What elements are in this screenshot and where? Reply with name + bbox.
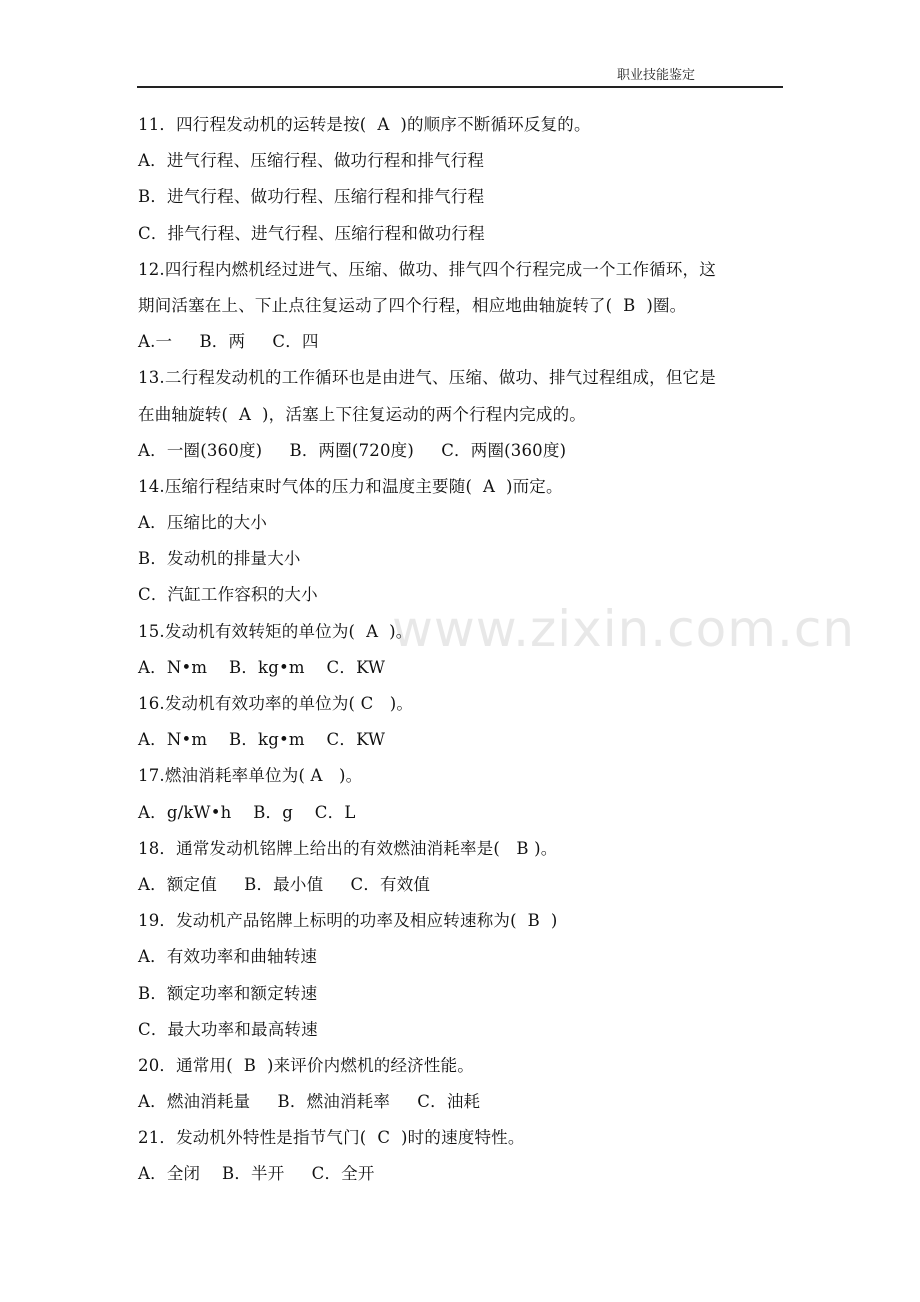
question-14-option-b: B．发动机的排量大小 bbox=[138, 549, 301, 569]
question-19-option-c: C．最大功率和最高转速 bbox=[138, 1019, 318, 1039]
question-17-options: A．g/kW•h B．g C．L bbox=[138, 802, 356, 822]
question-16: 16.发动机有效功率的单位为( C )。 bbox=[138, 694, 414, 713]
page-header bbox=[137, 62, 783, 88]
question-20-options: A．燃油消耗量 B．燃油消耗率 C．油耗 bbox=[138, 1092, 481, 1112]
question-18: 18．通常发动机铭牌上给出的有效燃油消耗率是( B )。 bbox=[138, 838, 558, 858]
question-16-options: A．N•m B．kg•m C．KW bbox=[138, 730, 386, 750]
question-14-option-c: C．汽缸工作容积的大小 bbox=[138, 585, 318, 605]
question-15: 15.发动机有效转矩的单位为( A )。 bbox=[138, 621, 413, 641]
question-14-option-a: A．压缩比的大小 bbox=[138, 513, 268, 533]
question-19-option-b: B．额定功率和额定转速 bbox=[138, 983, 318, 1003]
watermark: www.zixin.com.cn bbox=[392, 600, 856, 658]
question-13-options: A．一圈(360度) B．两圈(720度) C．两圈(360度) bbox=[138, 440, 567, 460]
question-list bbox=[138, 107, 786, 1193]
question-17: 17.燃油消耗率单位为( A )。 bbox=[138, 766, 363, 786]
question-11-option-c: C．排气行程、进气行程、压缩行程和做功行程 bbox=[138, 223, 485, 243]
question-12: 12.四行程内燃机经过进气、压缩、做功、排气四个行程完成一个工作循环，这 bbox=[138, 259, 716, 279]
question-13: 13.二行程发动机的工作循环也是由进气、压缩、做功、排气过程组成，但它是 bbox=[138, 368, 716, 388]
question-21: 21．发动机外特性是指节气门( C )时的速度特性。 bbox=[138, 1128, 525, 1148]
question-11-option-a: A．进气行程、压缩行程、做功行程和排气行程 bbox=[138, 151, 485, 171]
question-11-option-b: B．进气行程、做功行程、压缩行程和排气行程 bbox=[138, 187, 485, 207]
question-13-continued: 在曲轴旋转( A )，活塞上下往复运动的两个行程内完成的。 bbox=[138, 404, 586, 424]
question-12-continued: 期间活塞在上、下止点往复运动了四个行程，相应地曲轴旋转了( B )圈。 bbox=[138, 295, 687, 315]
question-14: 14.压缩行程结束时气体的压力和温度主要随( A )而定。 bbox=[138, 476, 563, 496]
question-15-options: A．N•m B．kg•m C．KW bbox=[138, 657, 386, 677]
header-title: 职业技能鉴定 bbox=[616, 68, 695, 83]
question-19: 19．发动机产品铭牌上标明的功率及相应转速称为( B ) bbox=[138, 911, 558, 931]
question-20: 20．通常用( B )来评价内燃机的经济性能。 bbox=[138, 1055, 474, 1075]
question-12-options: A.一 B．两 C．四 bbox=[138, 332, 319, 352]
question-18-options: A．额定值 B．最小值 C．有效值 bbox=[138, 874, 431, 894]
question-21-options: A．全闭 B．半开 C．全开 bbox=[138, 1164, 375, 1184]
question-19-option-a: A．有效功率和曲轴转速 bbox=[138, 947, 318, 967]
question-11: 11．四行程发动机的运转是按( A )的顺序不断循环反复的。 bbox=[138, 115, 591, 134]
